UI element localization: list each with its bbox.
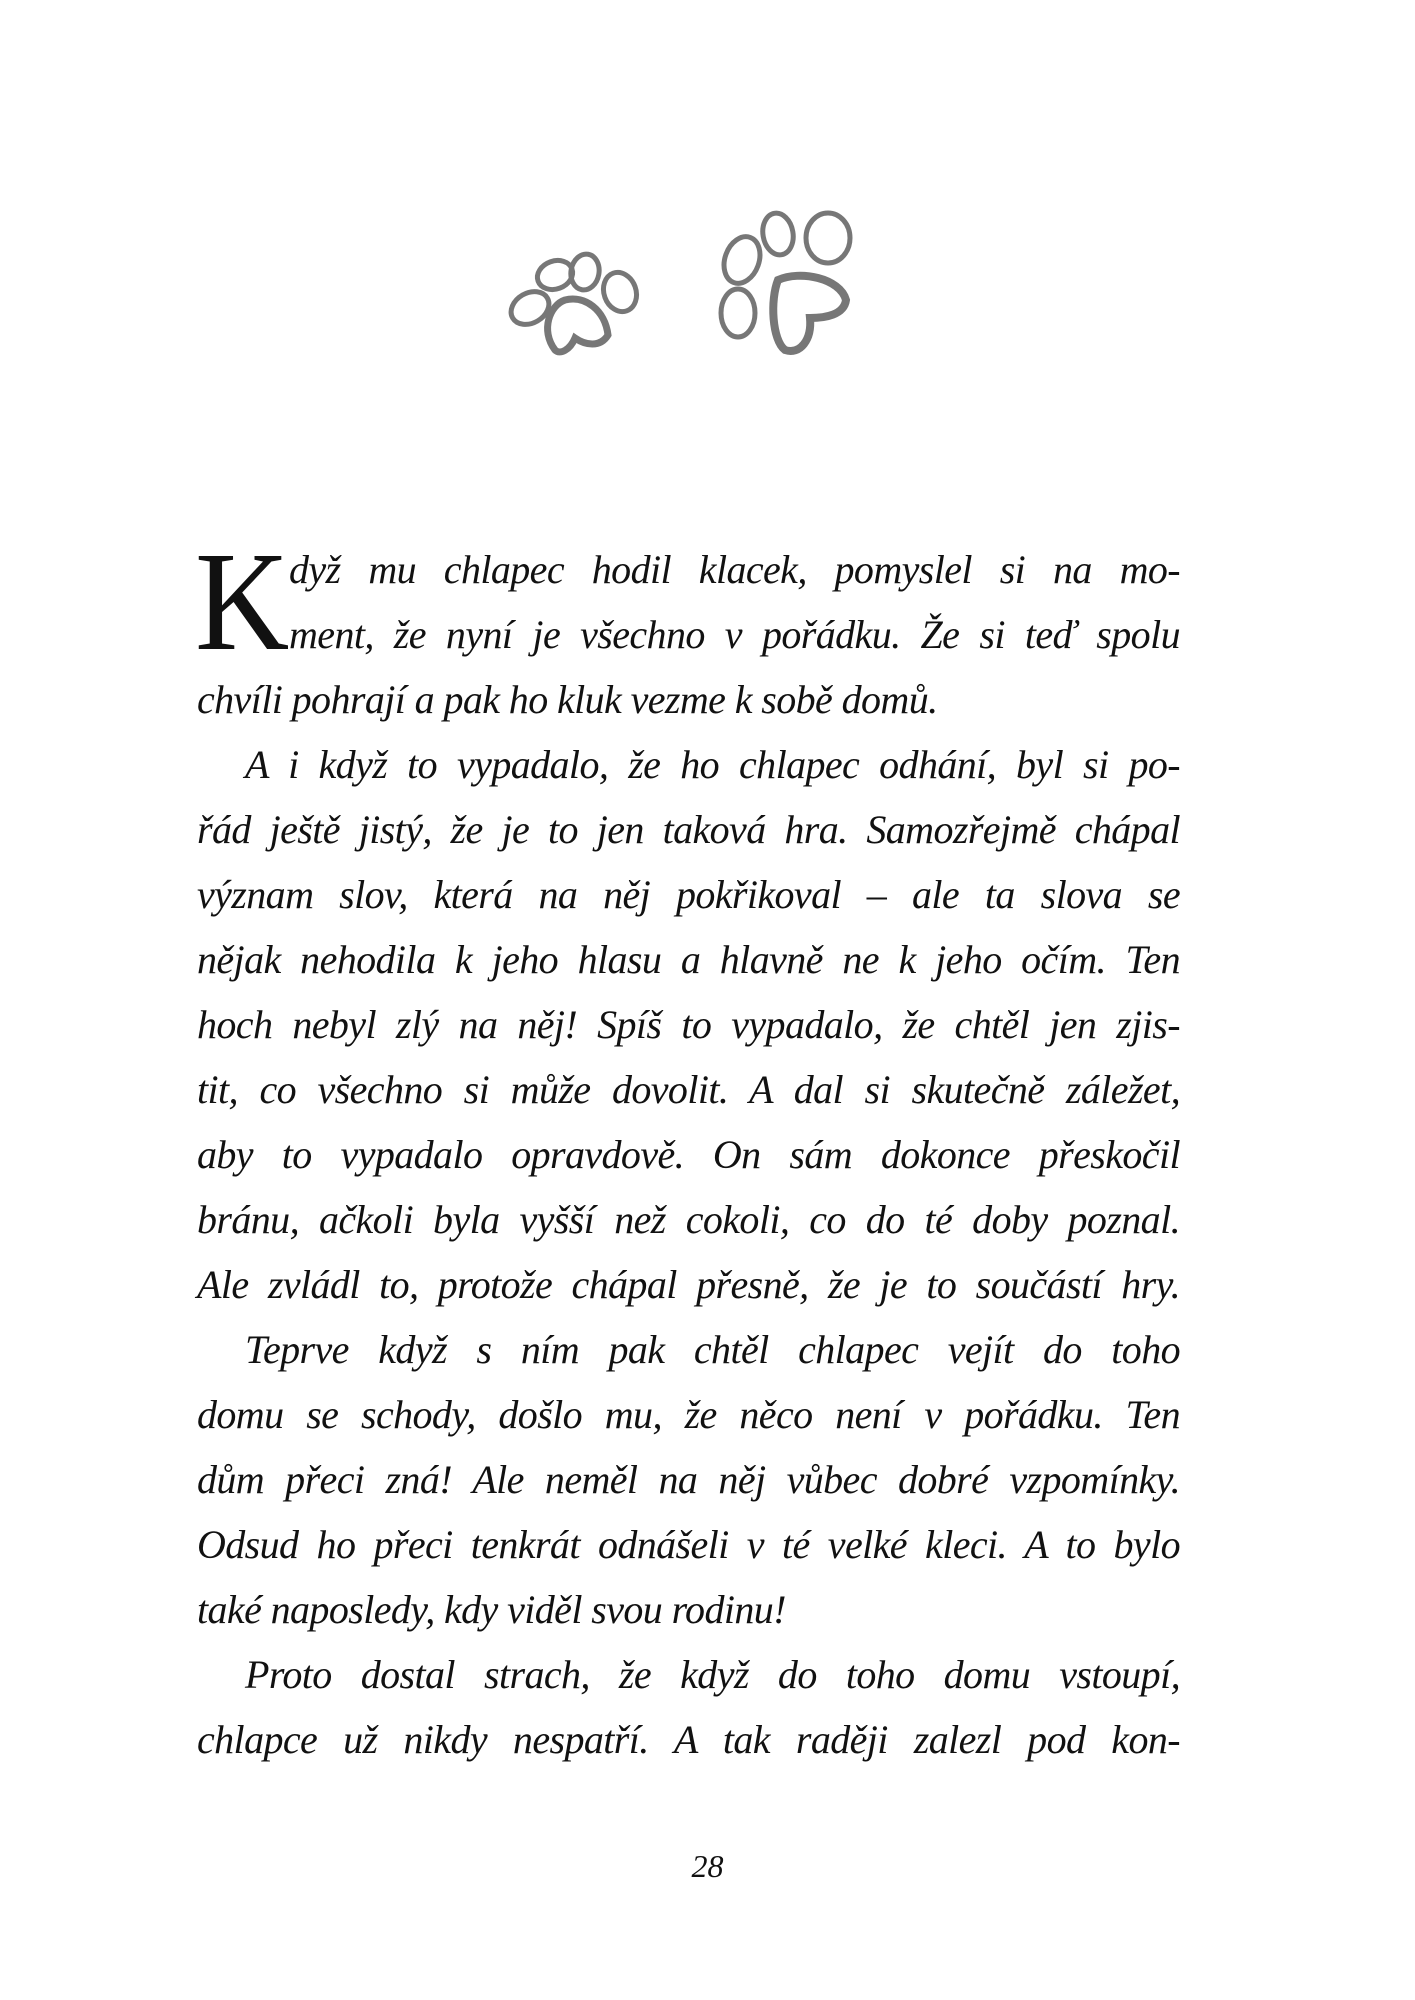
text-line: dům přeci zná! Ale neměl na něj vůbec dobré vzpomínky. [197, 1457, 1180, 1502]
text-line: Proto dostal strach, že když do toho domu vstoupí, [245, 1652, 1180, 1697]
text-line: aby to vypadalo opravdově. On sám dokonce přeskočil [197, 1132, 1180, 1177]
body-text [197, 537, 1180, 1772]
text-line: chvíli pohrají a pak ho kluk vezme k sobě domů. [197, 677, 938, 722]
text-line: Ale zvládl to, protože chápal přesně, že je to součástí hry. [197, 1262, 1180, 1307]
text-line: A i když to vypadalo, že ho chlapec odhání, byl si po- [245, 742, 1180, 787]
text-line: tit, co všechno si může dovolit. A dal si skutečně záležet, [197, 1067, 1180, 1112]
text-line: Teprve když s ním pak chtěl chlapec vejít do toho [245, 1327, 1180, 1372]
page-number: 28 [691, 1848, 724, 1884]
text-line: také naposledy, kdy viděl svou rodinu! [197, 1587, 786, 1632]
text-line: bránu, ačkoli byla vyšší než cokoli, co do té doby poznal. [197, 1197, 1180, 1242]
text-line: domu se schody, došlo mu, že něco není v pořádku. Ten [197, 1392, 1180, 1437]
text-line: význam slov, která na něj pokřikoval – ale ta slova se [197, 872, 1180, 917]
drop-cap: K [195, 522, 290, 680]
text-line: Odsud ho přeci tenkrát odnášeli v té velké kleci. A to bylo [197, 1522, 1180, 1567]
paw-prints-icon [500, 200, 900, 380]
text-line: řád ještě jistý, že je to jen taková hra. Samozřejmě chápal [197, 807, 1180, 852]
text-line: nějak nehodila k jeho hlasu a hlavně ne k jeho očím. Ten [197, 937, 1180, 982]
text-line: dyž mu chlapec hodil klacek, pomyslel si na mo- [289, 547, 1180, 592]
text-line: ment, že nyní je všechno v pořádku. Že si teď spolu [289, 612, 1180, 657]
text-line: chlapce už nikdy nespatří. A tak raději zalezl pod kon- [197, 1717, 1180, 1762]
text-line: hoch nebyl zlý na něj! Spíš to vypadalo, že chtěl jen zjis- [197, 1002, 1180, 1047]
